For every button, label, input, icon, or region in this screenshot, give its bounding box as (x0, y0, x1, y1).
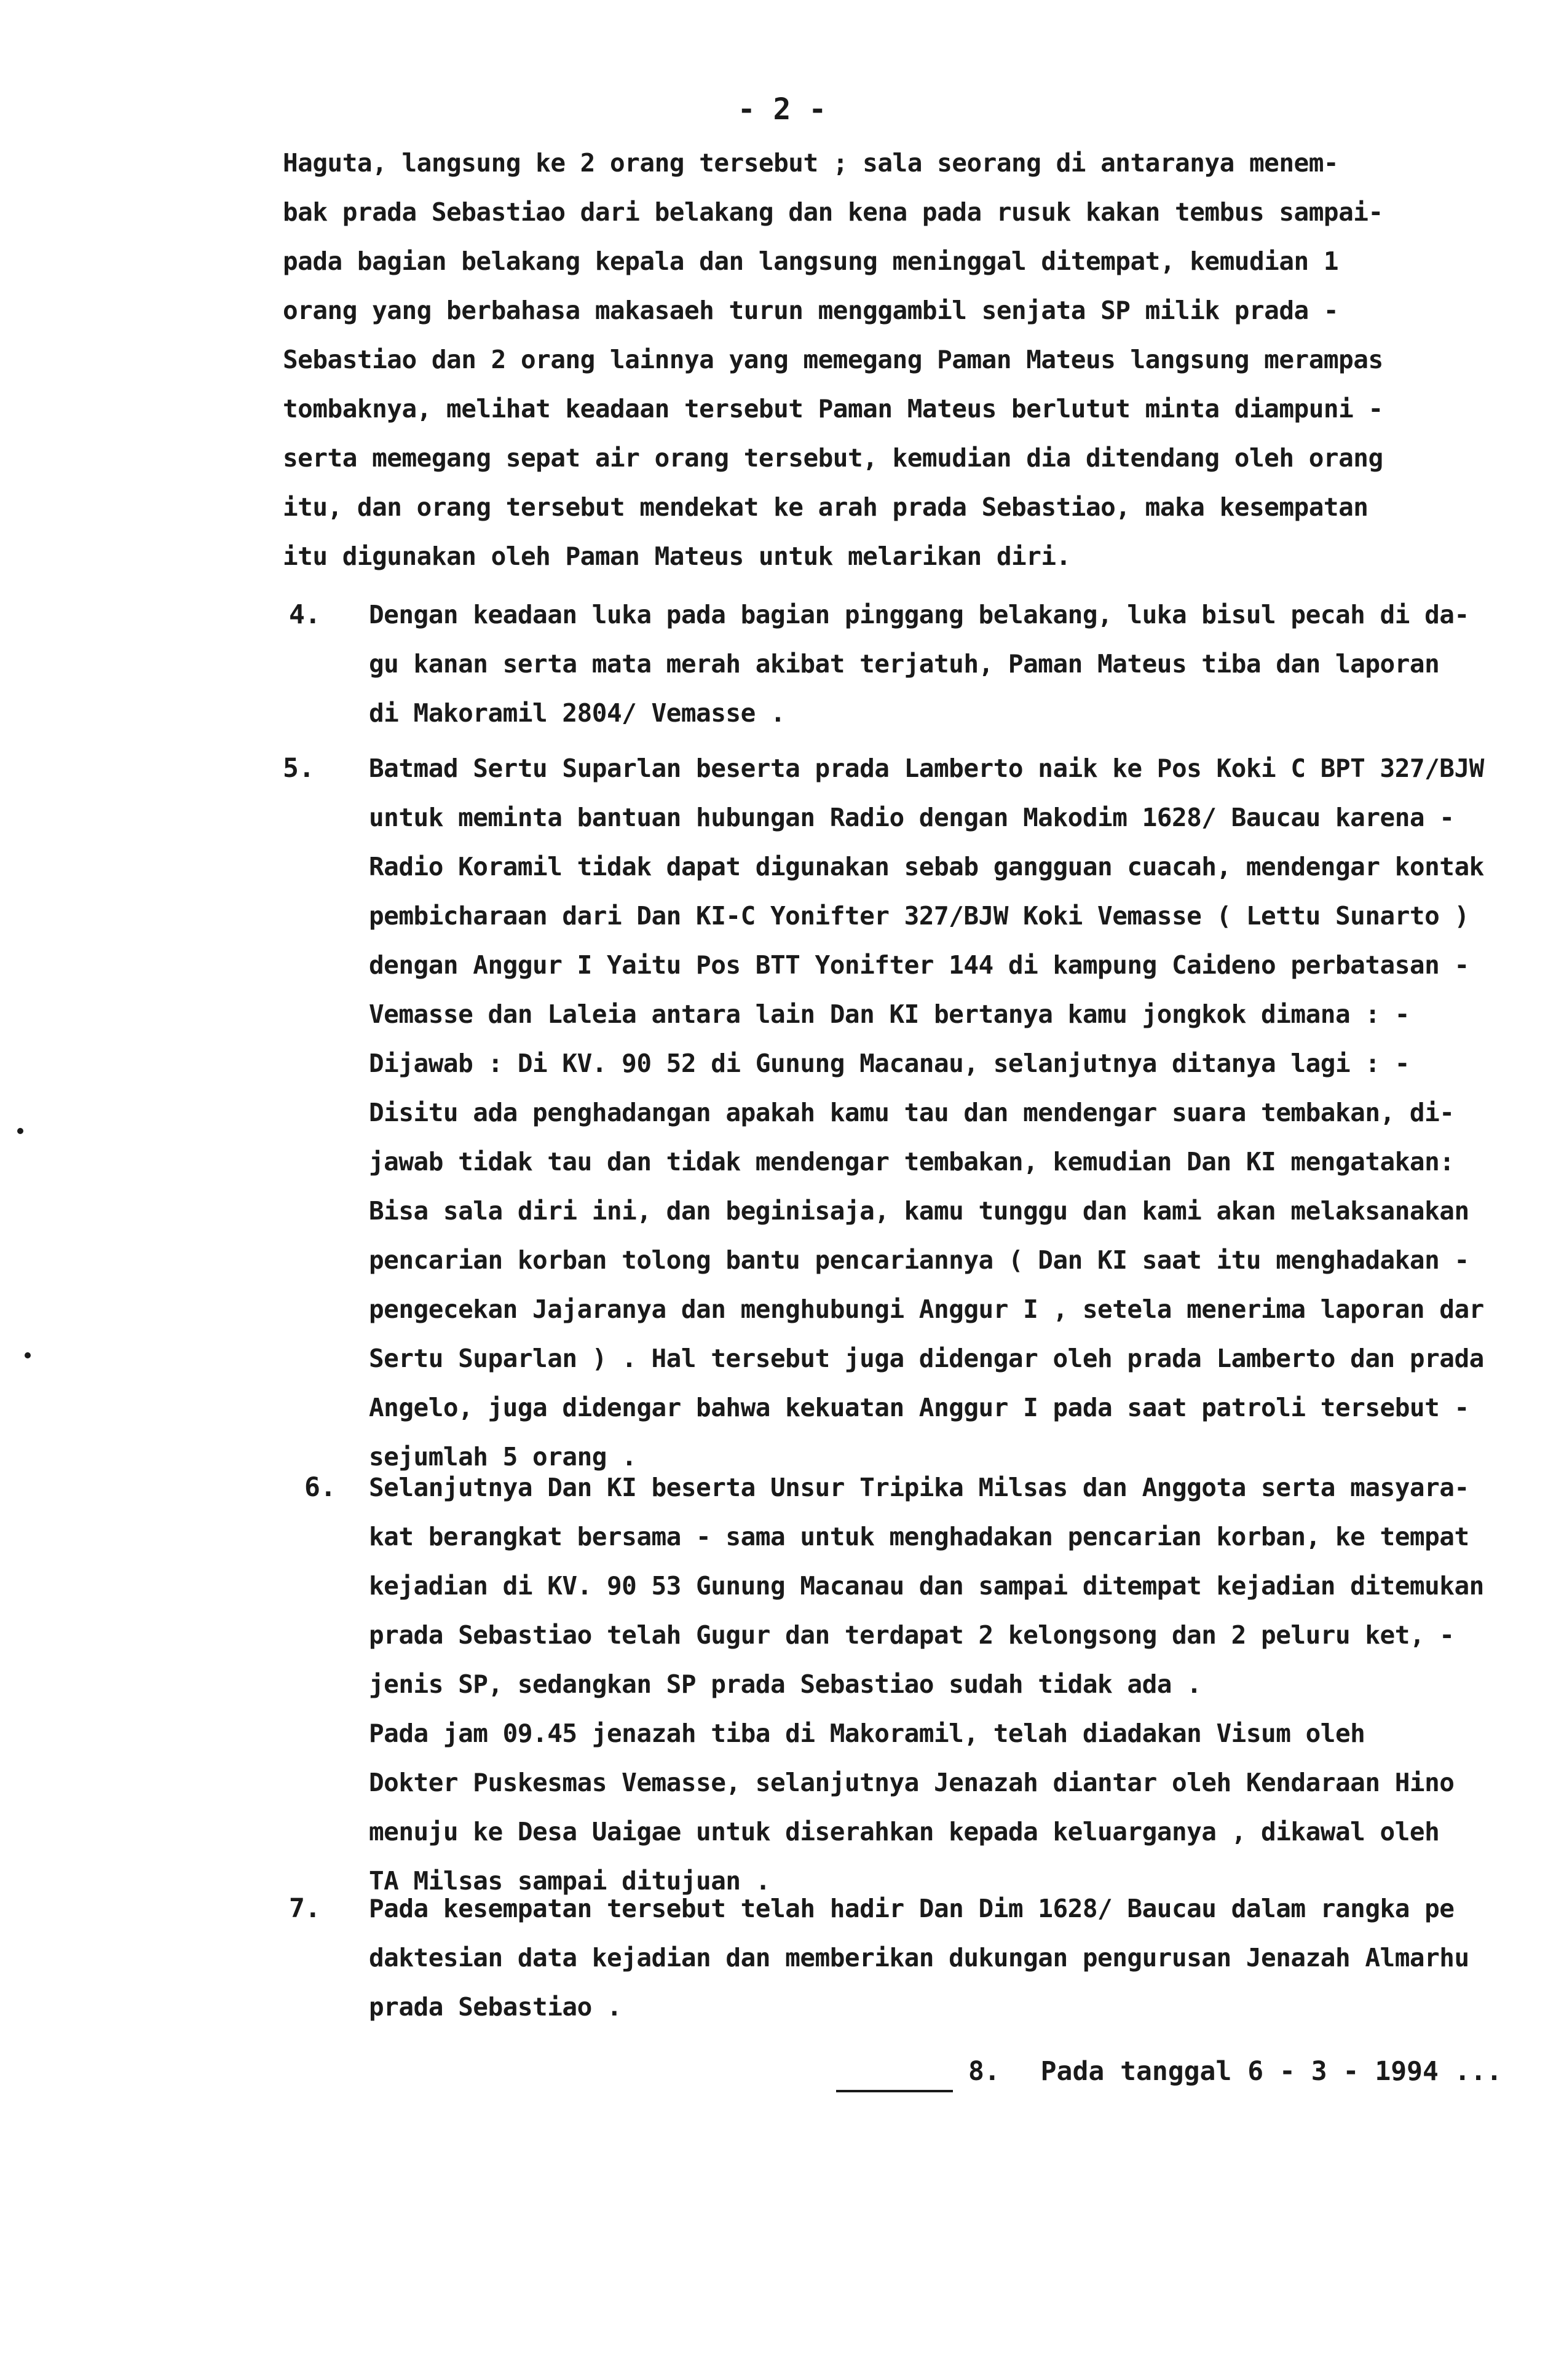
item-7 (369, 1884, 1512, 2031)
text-line: Vemasse dan Laleia antara lain Dan KI bertanya kamu jongkok dimana : - (369, 999, 1410, 1029)
pagination-rule (836, 2090, 953, 2092)
item-7-number: 7. (289, 1893, 321, 1924)
text-line: pada bagian belakang kepala dan langsung meninggal ditempat, kemudian 1 (283, 246, 1339, 276)
text-line: daktesian data kejadian dan memberikan dukungan pengurusan Jenazah Almarhu (369, 1943, 1469, 1972)
text-line: orang yang berbahasa makasaeh turun menggambil senjata SP milik prada - (283, 296, 1339, 325)
text-line: dengan Anggur I Yaitu Pos BTT Yonifter 144 di kampung Caideno perbatasan - (369, 950, 1469, 980)
text-line: untuk meminta bantuan hubungan Radio dengan Makodim 1628/ Baucau karena - (369, 803, 1455, 832)
text-line: gu kanan serta mata merah akibat terjatuh, Paman Mateus tiba dan laporan (369, 649, 1440, 679)
next-item-number: 8. (968, 2056, 1000, 2087)
item-6 (369, 1463, 1512, 1905)
text-line: pengecekan Jajaranya dan menghubungi Anggur I , setela menerima laporan dar (369, 1294, 1484, 1324)
text-line: Selanjutnya Dan KI beserta Unsur Tripika Milsas dan Anggota serta masyara- (369, 1473, 1469, 1502)
text-line: di Makoramil 2804/ Vemasse . (369, 698, 786, 728)
text-line: Sebastiao dan 2 orang lainnya yang memegang Paman Mateus langsung merampas (283, 345, 1383, 374)
text-line: itu, dan orang tersebut mendekat ke arah prada Sebastiao, maka kesempatan (283, 492, 1368, 522)
text-line: pencarian korban tolong bantu pencariannya ( Dan KI saat itu menghadakan - (369, 1245, 1469, 1275)
text-line: itu digunakan oleh Paman Mateus untuk melarikan diri. (283, 542, 1071, 571)
text-line: prada Sebastiao telah Gugur dan terdapat 2 kelongsong dan 2 peluru ket, - (369, 1620, 1455, 1650)
item-5-number: 5. (283, 753, 315, 784)
text-line: jawab tidak tau dan tidak mendengar tembakan, kemudian Dan KI mengatakan: (369, 1147, 1455, 1176)
text-line: Pada kesempatan tersebut telah hadir Dan Dim 1628/ Baucau dalam rangka pe (369, 1894, 1455, 1923)
text-line: Haguta, langsung ke 2 orang tersebut ; sala seorang di antaranya menem- (283, 148, 1339, 178)
pagination-footer (821, 2056, 1502, 2087)
scan-speck (25, 1352, 31, 1358)
text-line: Sertu Suparlan ) . Hal tersebut juga didengar oleh prada Lamberto dan prada (369, 1344, 1484, 1373)
text-line: Pada jam 09.45 jenazah tiba di Makoramil, telah diadakan Visum oleh (369, 1719, 1365, 1748)
text-line: serta memegang sepat air orang tersebut, kemudian dia ditendang oleh orang (283, 443, 1383, 473)
text-line: Radio Koramil tidak dapat digunakan sebab gangguan cuacah, mendengar kontak (369, 852, 1484, 881)
text-line: jenis SP, sedangkan SP prada Sebastiao sudah tidak ada . (369, 1669, 1202, 1699)
text-line: menuju ke Desa Uaigae untuk diserahkan kepada keluarganya , dikawal oleh (369, 1817, 1440, 1846)
text-line: Dokter Puskesmas Vemasse, selanjutnya Jenazah diantar oleh Kendaraan Hino (369, 1768, 1455, 1797)
text-line: TA Milsas sampai ditujuan . (369, 1866, 770, 1896)
text-line: kat berangkat bersama - sama untuk menghadakan pencarian korban, ke tempat (369, 1522, 1469, 1551)
paragraph-continued (283, 138, 1512, 581)
item-4-number: 4. (289, 599, 321, 630)
item-6-number: 6. (304, 1472, 336, 1503)
item-5 (369, 744, 1512, 1481)
page-number: - 2 - (737, 92, 827, 127)
text-line: Disitu ada penghadangan apakah kamu tau dan mendengar suara tembakan, di- (369, 1098, 1455, 1127)
text-line: Dengan keadaan luka pada bagian pinggang belakang, luka bisul pecah di da- (369, 600, 1469, 629)
text-line: Batmad Sertu Suparlan beserta prada Lamberto naik ke Pos Koki C BPT 327/BJW (369, 754, 1484, 783)
text-line: sejumlah 5 orang . (369, 1442, 637, 1472)
item-4 (369, 590, 1512, 738)
next-page-text: Pada tanggal 6 - 3 - 1994 ... (1040, 2056, 1503, 2087)
text-line: kejadian di KV. 90 53 Gunung Macanau dan sampai ditempat kejadian ditemukan (369, 1571, 1484, 1601)
text-line: pembicharaan dari Dan KI-C Yonifter 327/BJW Koki Vemasse ( Lettu Sunarto ) (369, 901, 1469, 931)
scan-speck (17, 1128, 23, 1134)
text-line: bak prada Sebastiao dari belakang dan kena pada rusuk kakan tembus sampai- (283, 197, 1383, 227)
text-line: Dijawab : Di KV. 90 52 di Gunung Macanau, selanjutnya ditanya lagi : - (369, 1049, 1410, 1078)
text-line: tombaknya, melihat keadaan tersebut Paman Mateus berlutut minta diampuni - (283, 394, 1383, 424)
text-line: Bisa sala diri ini, dan beginisaja, kamu tunggu dan kami akan melaksanakan (369, 1196, 1469, 1226)
text-line: prada Sebastiao . (369, 1992, 622, 2022)
text-line: Angelo, juga didengar bahwa kekuatan Anggur I pada saat patroli tersebut - (369, 1393, 1469, 1422)
